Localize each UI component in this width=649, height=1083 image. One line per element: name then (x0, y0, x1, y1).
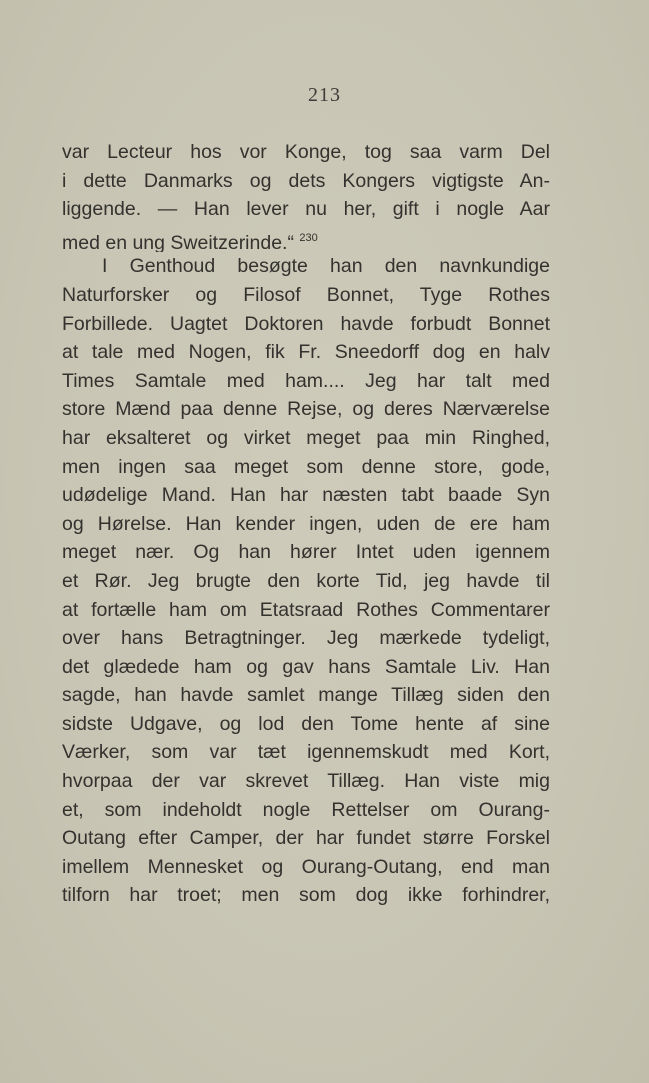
text-line: meget nær. Og han hører Intet uden igennem (62, 541, 550, 564)
text-line: sidste Udgave, og lod den Tome hente af sine (62, 712, 550, 735)
page-number: 213 (308, 84, 341, 106)
text-line: at tale med Nogen, fik Fr. Sneedorff dog en halv (62, 341, 550, 364)
text-line: var Lecteur hos vor Konge, tog saa varm Del (62, 141, 550, 163)
text-line (62, 224, 550, 253)
text-line: Værker, som var tæt igennemskudt med Kort, (62, 741, 550, 764)
text-line: Forbillede. Uagtet Doktoren havde forbudt Bonnet (62, 312, 550, 335)
text-line: imellem Mennesket og Ourang-Outang, end man (62, 855, 550, 878)
body-text (62, 138, 550, 910)
text-line: Outang efter Camper, der har fundet større Forskel (62, 827, 550, 850)
text-line: et, som indeholdt nogle Rettelser om Ourang- (62, 798, 550, 821)
text-line: Times Samtale med ham.... Jeg har talt med (62, 369, 550, 392)
text-line: tilforn har troet; men som dog ikke forhindrer, (62, 884, 550, 907)
footnote-reference: 230 (299, 231, 318, 244)
text-line: hvorpaa der var skrevet Tillæg. Han viste mig (62, 770, 550, 793)
text-line: har eksalteret og virket meget paa min Ringhed, (62, 426, 550, 449)
text-line: liggende. — Han lever nu her, gift i nogle Aar (62, 198, 550, 221)
text-line: men ingen saa meget som denne store, gode, (62, 455, 550, 478)
text-line: udødelige Mand. Han har næsten tabt baade Syn (62, 484, 550, 507)
paragraph-first-line: I Genthoud besøgte han den navnkundige (102, 255, 550, 278)
text-line: Naturforsker og Filosof Bonnet, Tyge Rothes (62, 283, 550, 306)
text-line-content: med en ung Sweitzerinde.“ (62, 231, 294, 253)
text-line: et Rør. Jeg brugte den korte Tid, jeg havde til (62, 569, 550, 592)
text-line: sagde, han havde samlet mange Tillæg siden den (62, 684, 550, 707)
text-line: at fortælle ham om Etatsraad Rothes Commentarer (62, 598, 550, 621)
text-line: det glædede ham og gav hans Samtale Liv. Han (62, 655, 550, 678)
text-line: i dette Danmarks og dets Kongers vigtigste An- (62, 169, 550, 192)
text-line: store Mænd paa denne Rejse, og deres Nærværelse (62, 398, 550, 421)
text-line: over hans Betragtninger. Jeg mærkede tydeligt, (62, 627, 550, 650)
text-line: og Hørelse. Han kender ingen, uden de ere ham (62, 512, 550, 535)
